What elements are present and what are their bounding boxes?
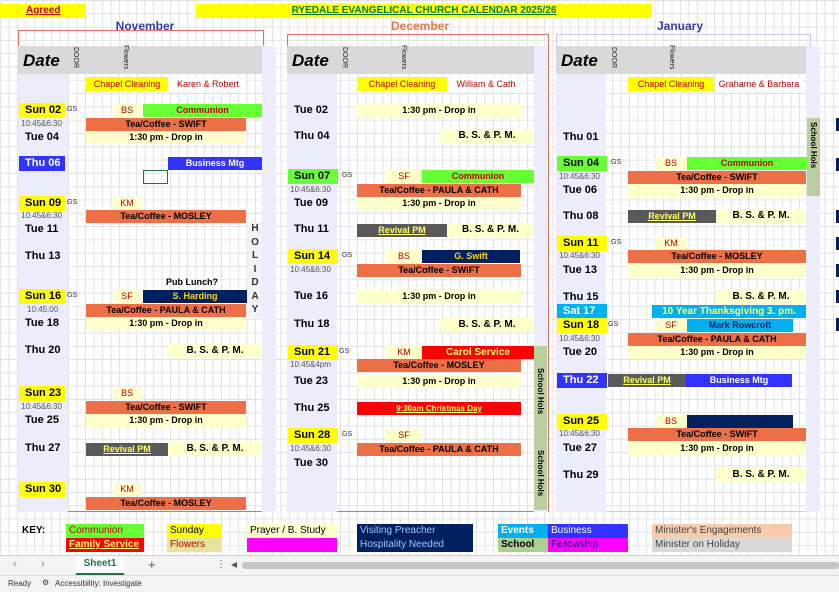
- dec-km-21: KM: [386, 346, 422, 359]
- jan-thu08: Thu 08: [563, 210, 599, 222]
- dec-thu25: Thu 25: [294, 402, 330, 414]
- nov-time-23: 10:45&6:30: [21, 402, 62, 411]
- jan-chapel-cleaning: Chapel Cleaning: [628, 77, 714, 91]
- nov-bs: BS: [113, 104, 141, 117]
- key-label: KEY:: [22, 525, 46, 536]
- excel-bottom-bar: [0, 555, 839, 592]
- status-ready: Ready: [8, 579, 32, 588]
- jan-tea-swift-04: Tea/Coffee - SWIFT: [628, 171, 806, 184]
- key-flowers: Flowers: [167, 538, 221, 552]
- jan-sun18: Sun 18: [557, 318, 607, 333]
- dec-dropin-16: 1:30 pm - Drop in: [357, 290, 521, 303]
- nov-cleaners: Karen & Robert: [170, 77, 246, 91]
- nov-dropin: 1:30 pm - Drop in: [86, 131, 246, 144]
- accessibility-icon[interactable]: ⚙: [42, 578, 50, 587]
- dec-dropin-09: 1:30 pm - Drop in: [357, 197, 521, 210]
- dec-thu18: Thu 18: [294, 318, 330, 330]
- dec-school-hols-strip: [534, 346, 547, 510]
- holiday-letter: D: [251, 277, 259, 288]
- holiday-letter: L: [251, 250, 259, 261]
- dec-date-header: Date: [292, 51, 329, 70]
- key-sunday: Sunday: [167, 524, 221, 538]
- dec-cleaners: William & Cath: [449, 77, 523, 91]
- dec-gs-28: GS: [342, 431, 353, 438]
- hscroll-left-icon[interactable]: ◀: [231, 560, 238, 569]
- nov-bspm-27: B. S. & P. M.: [168, 442, 262, 456]
- jan-communion: Communion: [687, 157, 807, 170]
- key-hospitality: Hospitality Needed: [357, 538, 473, 552]
- jan-business: Business Mtg: [686, 374, 792, 387]
- dec-sun07: Sun 07: [288, 169, 338, 184]
- nov-bs-23: BS: [113, 387, 141, 400]
- jan-dropin-13: 1:30 pm - Drop in: [628, 264, 806, 277]
- nov-sun30: Sun 30: [19, 482, 65, 497]
- jan-tea-paula-18: Tea/Coffee - PAULA & CATH: [628, 333, 806, 346]
- jan-tue13: Tue 13: [563, 264, 598, 276]
- nov-sun02: Sun 02: [19, 103, 65, 118]
- jan-tue27: Tue 27: [563, 442, 598, 454]
- jan-thu15: Thu 15: [563, 291, 599, 303]
- jan-cleaners: Grahame & Barbara: [716, 77, 802, 91]
- dec-sun28: Sun 28: [288, 428, 338, 443]
- key-prayer: Prayer / B. Study: [247, 524, 337, 538]
- nov-sun23: Sun 23: [19, 386, 65, 401]
- jan-km-11: KM: [655, 237, 687, 250]
- nov-dropin-25: 1:30 pm - Drop in: [86, 414, 246, 427]
- dec-time-07: 10:45&6:30: [290, 185, 331, 194]
- dec-tea-mosley-21: Tea/Coffee - MOSLEY: [357, 359, 521, 372]
- nov-thu06: Thu 06: [19, 156, 65, 171]
- jan-bs-04: BS: [655, 157, 687, 170]
- jan-flowers-header: Flowers: [668, 44, 675, 70]
- dec-thu04: Thu 04: [294, 130, 330, 142]
- dec-communion: Communion: [422, 170, 534, 183]
- holiday-letter: I: [253, 263, 257, 275]
- jan-dropin-27: 1:30 pm - Drop in: [628, 442, 806, 455]
- month-november: November: [115, 19, 175, 33]
- nov-time-16: 10:45:00: [27, 305, 59, 314]
- jan-revival: Revival PM: [628, 210, 716, 223]
- agreed-label: Agreed: [0, 4, 86, 18]
- dec-chapel-cleaning: Chapel Cleaning: [357, 77, 447, 91]
- nov-business: Business Mtg: [168, 157, 262, 170]
- dec-bspm-18: B. S. & P. M.: [440, 318, 534, 332]
- nov-km: KM: [113, 197, 141, 210]
- jan-tue20: Tue 20: [563, 346, 598, 358]
- jan-sun11: Sun 11: [557, 236, 607, 251]
- holiday-letter: O: [251, 236, 259, 248]
- dec-tue02: Tue 02: [294, 104, 329, 116]
- key-visiting: Visiting Preacher: [357, 524, 473, 538]
- dec-xmas: 9:30am Christmas Day: [357, 402, 521, 415]
- more-options-icon[interactable]: ⋮: [216, 559, 226, 570]
- dec-gswift: G. Swift: [422, 250, 520, 263]
- dec-bs-14: BS: [386, 250, 422, 263]
- jan-door-header: DOOR: [610, 46, 617, 68]
- jan-bspm-15: B. S. & P. M.: [716, 290, 806, 304]
- nov-date-header: Date: [23, 51, 60, 70]
- scroll-left-icon[interactable]: ‹: [13, 558, 17, 570]
- dec-tue23: Tue 23: [294, 375, 329, 387]
- tab-sheet1[interactable]: Sheet1: [76, 556, 124, 575]
- nov-tue18: Tue 18: [25, 317, 60, 329]
- jan-school-hols: School Hols: [809, 122, 818, 169]
- dec-gs-07: GS: [342, 172, 353, 179]
- nov-km-30: KM: [113, 483, 141, 496]
- nov-door-header: DOOR: [72, 46, 79, 68]
- jan-side-strip: [806, 46, 820, 512]
- sheet-tab-bar: [0, 556, 839, 576]
- dec-gs-21: GS: [339, 348, 350, 355]
- jan-sf-18: SF: [655, 319, 687, 332]
- holiday-letter: A: [251, 290, 259, 302]
- nov-gs-16: GS: [67, 292, 78, 299]
- key-business: Business: [548, 524, 628, 538]
- jan-time-04: 10:45&6:30: [559, 172, 600, 181]
- key-fellowship: Fellowship: [548, 538, 628, 552]
- nov-tue11: Tue 11: [25, 223, 59, 235]
- jan-thu29: Thu 29: [563, 469, 599, 481]
- nov-thu27: Thu 27: [25, 442, 61, 454]
- dec-sf-07: SF: [386, 170, 422, 183]
- jan-bspm-29: B. S. & P. M.: [716, 468, 806, 482]
- nov-gs-09: GS: [67, 199, 78, 206]
- dec-dropin-23: 1:30 pm - Drop in: [357, 375, 521, 388]
- dec-door-header: DOOR: [341, 46, 348, 68]
- jan-gs-11: GS: [611, 239, 622, 246]
- dec-tue16: Tue 16: [294, 290, 329, 302]
- jan-tea-swift-25: Tea/Coffee - SWIFT: [628, 428, 806, 441]
- jan-tue06: Tue 06: [563, 184, 598, 196]
- nov-thu20: Thu 20: [25, 344, 61, 356]
- dec-school-hols-1: School Hols: [536, 368, 545, 415]
- dec-gs-14: GS: [342, 252, 353, 259]
- nov-chapel-cleaning: Chapel Cleaning: [86, 77, 168, 91]
- nov-gs: GS: [67, 106, 78, 113]
- nov-dropin-18: 1:30 pm - Drop in: [86, 317, 246, 330]
- nov-sun09: Sun 09: [19, 196, 65, 211]
- jan-date-header: Date: [561, 51, 598, 70]
- dec-thu11: Thu 11: [294, 223, 329, 235]
- nov-flowers-header: Flowers: [122, 44, 129, 70]
- jan-sun04: Sun 04: [557, 156, 607, 171]
- holiday-label: [248, 222, 262, 317]
- jan-bspm-08: B. S. & P. M.: [716, 209, 806, 223]
- jan-thanksgiving: 10 Year Thanksgiving 3. pm.: [652, 305, 806, 318]
- holiday-letter: H: [251, 223, 259, 234]
- key-ministers: Minister's Engagements: [652, 524, 792, 538]
- selected-cell[interactable]: [143, 170, 168, 184]
- add-sheet-icon[interactable]: +: [148, 557, 156, 572]
- jan-gs-18: GS: [608, 321, 619, 328]
- key-events: Events: [498, 524, 548, 538]
- key-family-service: Family Service: [66, 538, 144, 552]
- nov-tea-mosley-30: Tea/Coffee - MOSLEY: [86, 497, 246, 510]
- jan-thu22: Thu 22: [557, 373, 607, 388]
- nov-sun16: Sun 16: [19, 289, 65, 304]
- nov-pub-lunch: Pub Lunch?: [166, 277, 218, 287]
- nov-tue25: Tue 25: [25, 414, 60, 426]
- jan-gs-04: GS: [611, 159, 622, 166]
- dec-bspm-04: B. S. & P. M.: [440, 129, 534, 143]
- dec-dropin-02: 1:30 pm - Drop in: [357, 104, 521, 117]
- jan-visiting-preacher: [687, 415, 793, 428]
- nov-communion: Communion: [143, 104, 262, 117]
- dec-bspm-11: B. S. & P. M.: [447, 223, 534, 237]
- nov-bspm-20: B. S. & P. M.: [168, 344, 262, 358]
- dec-time-28: 10:45&6:30: [290, 444, 331, 453]
- horizontal-scrollbar[interactable]: [242, 562, 839, 569]
- nov-tea-paula: Tea/Coffee - PAULA & CATH: [86, 304, 246, 317]
- jan-time-11: 10:45&6:30: [559, 251, 600, 260]
- dec-tea-paula-07: Tea/Coffee - PAULA & CATH: [357, 184, 521, 197]
- jan-rowcroft: Mark Rowcroft: [687, 319, 793, 332]
- nov-thu13: Thu 13: [25, 250, 61, 262]
- dec-tea-swift-14: Tea/Coffee - SWIFT: [357, 264, 521, 277]
- jan-dropin-06: 1:30 pm - Drop in: [628, 184, 806, 197]
- key-magenta: [247, 538, 337, 552]
- dec-flowers-header: Flowers: [400, 44, 407, 70]
- jan-school-hols-strip: [807, 118, 820, 196]
- dec-tue09: Tue 09: [294, 197, 329, 209]
- jan-bs-25: BS: [655, 415, 687, 428]
- key-communion: Communion: [66, 524, 144, 538]
- dec-sf-28: SF: [386, 429, 422, 442]
- dec-sun21: Sun 21: [288, 345, 338, 360]
- jan-revival-22: Revival PM: [608, 374, 686, 387]
- nov-side-strip: [262, 46, 276, 512]
- jan-sat17: Sat 17: [557, 304, 607, 319]
- jan-tea-mosley-11: Tea/Coffee - MOSLEY: [628, 250, 806, 263]
- holiday-letter: Y: [251, 304, 259, 315]
- dec-sun14: Sun 14: [288, 249, 338, 264]
- month-january: January: [656, 19, 704, 33]
- key-minister-holiday: Minister on Holiday: [652, 538, 792, 552]
- nov-tea-swift: Tea/Coffee - SWIFT: [86, 118, 246, 131]
- nov-harding: S. Harding: [143, 290, 247, 303]
- jan-time-25: 10:45&6:30: [559, 429, 600, 438]
- month-december: December: [390, 19, 450, 33]
- dec-carol: Carol Service: [422, 346, 534, 359]
- nov-time: 10:45&6:30: [21, 119, 62, 128]
- jan-thu01: Thu 01: [563, 131, 599, 143]
- jan-sun25: Sun 25: [557, 414, 607, 429]
- dec-tea-paula-28: Tea/Coffee - PAULA & CATH: [357, 443, 521, 456]
- dec-tue30: Tue 30: [294, 457, 329, 469]
- nov-tue04: Tue 04: [25, 131, 60, 143]
- nov-sf: SF: [113, 290, 141, 303]
- jan-dropin-20: 1:30 pm - Drop in: [628, 346, 806, 359]
- key-school: School: [498, 538, 548, 552]
- dec-time-21: 10:45&4pm: [290, 360, 331, 369]
- nov-tea-swift-23: Tea/Coffee - SWIFT: [86, 401, 246, 414]
- dec-school-hols-2: School Hols: [536, 450, 545, 497]
- calendar-title: RYEDALE EVANGELICAL CHURCH CALENDAR 2025/26: [196, 4, 652, 18]
- dec-revival: Revival PM: [357, 224, 447, 237]
- status-accessibility[interactable]: Accessibility: Investigate: [55, 579, 142, 588]
- nov-revival: Revival PM: [86, 443, 168, 456]
- dec-time-14: 10:45&6:30: [290, 265, 331, 274]
- nov-time-09: 10:45&6:30: [21, 211, 62, 220]
- nov-tea-mosley: Tea/Coffee - MOSLEY: [86, 210, 246, 223]
- nov-holiday-strip: [248, 222, 262, 318]
- scroll-right-icon[interactable]: ›: [41, 558, 45, 570]
- jan-time-18: 10:45&6:30: [559, 334, 600, 343]
